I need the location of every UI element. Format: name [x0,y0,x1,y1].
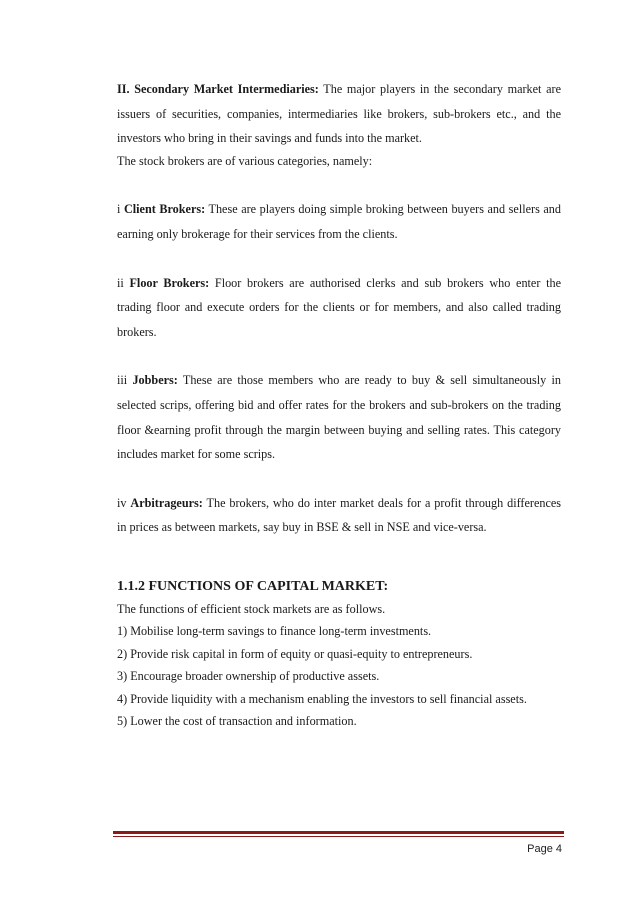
functions-item-2: 2) Provide risk capital in form of equity or quasi-equity to entrepreneurs. [117,646,473,661]
floor-brokers-prefix: ii [117,275,130,290]
jobbers-prefix: iii [117,373,133,388]
broker-categories-line: The stock brokers are of various categories, namely: [117,153,373,168]
secondary-market-text: The major players in the secondary market are issuers of securities, companies, intermediaries like brokers, sub-brokers etc., and the investors who bring in their savings and funds into the market. [117,82,561,146]
secondary-market-lead: II. Secondary Market Intermediaries: [117,82,319,96]
functions-item-1: 1) Mobilise long-term savings to finance long-term investments. [117,624,432,639]
footer-rule-thin [113,836,564,837]
secondary-market-paragraph [117,77,561,151]
footer-rule-thick [113,831,564,834]
floor-brokers-text: Floor brokers are authorised clerks and sub brokers who enter the trading floor and execute orders for the clients or for members, and also called trading brokers. [117,275,561,339]
functions-item-4: 4) Provide liquidity with a mechanism enabling the investors to sell financial assets. [117,691,527,706]
arbitrageurs-prefix: iv [117,495,131,510]
page-number: Page 4 [527,843,562,855]
client-brokers-prefix: i [117,202,124,217]
jobbers-text: These are those members who are ready to buy & sell simultaneously in selected scrips, offering bid and offer rates for the brokers and sub-brokers on the trading floor &earning profit through the margin between buying and selling rates. This category includes market for some scrips. [117,373,561,462]
arbitrageurs-paragraph [117,491,561,540]
floor-brokers-paragraph [117,271,561,345]
jobbers-lead: Jobbers: [132,373,178,388]
client-brokers-paragraph [117,197,561,246]
page-content [117,77,561,733]
floor-brokers-lead: Floor Brokers: [129,275,210,290]
client-brokers-text: These are players doing simple broking between buyers and sellers and earning only brokerage for their services from the clients. [117,202,561,241]
functions-item-5: 5) Lower the cost of transaction and information. [117,714,357,729]
jobbers-paragraph [117,368,561,466]
arbitrageurs-text: The brokers, who do inter market deals for a profit through differences in prices as between markets, say buy in BSE & sell in NSE and vice-versa. [117,495,562,535]
functions-item-3: 3) Encourage broader ownership of productive assets. [117,669,380,684]
functions-heading: 1.1.2 FUNCTIONS OF CAPITAL MARKET: [117,578,389,594]
functions-intro: The functions of efficient stock markets are as follows. [117,601,386,616]
client-brokers-lead: Client Brokers: [123,202,206,217]
arbitrageurs-lead: Arbitrageurs: [130,495,203,510]
